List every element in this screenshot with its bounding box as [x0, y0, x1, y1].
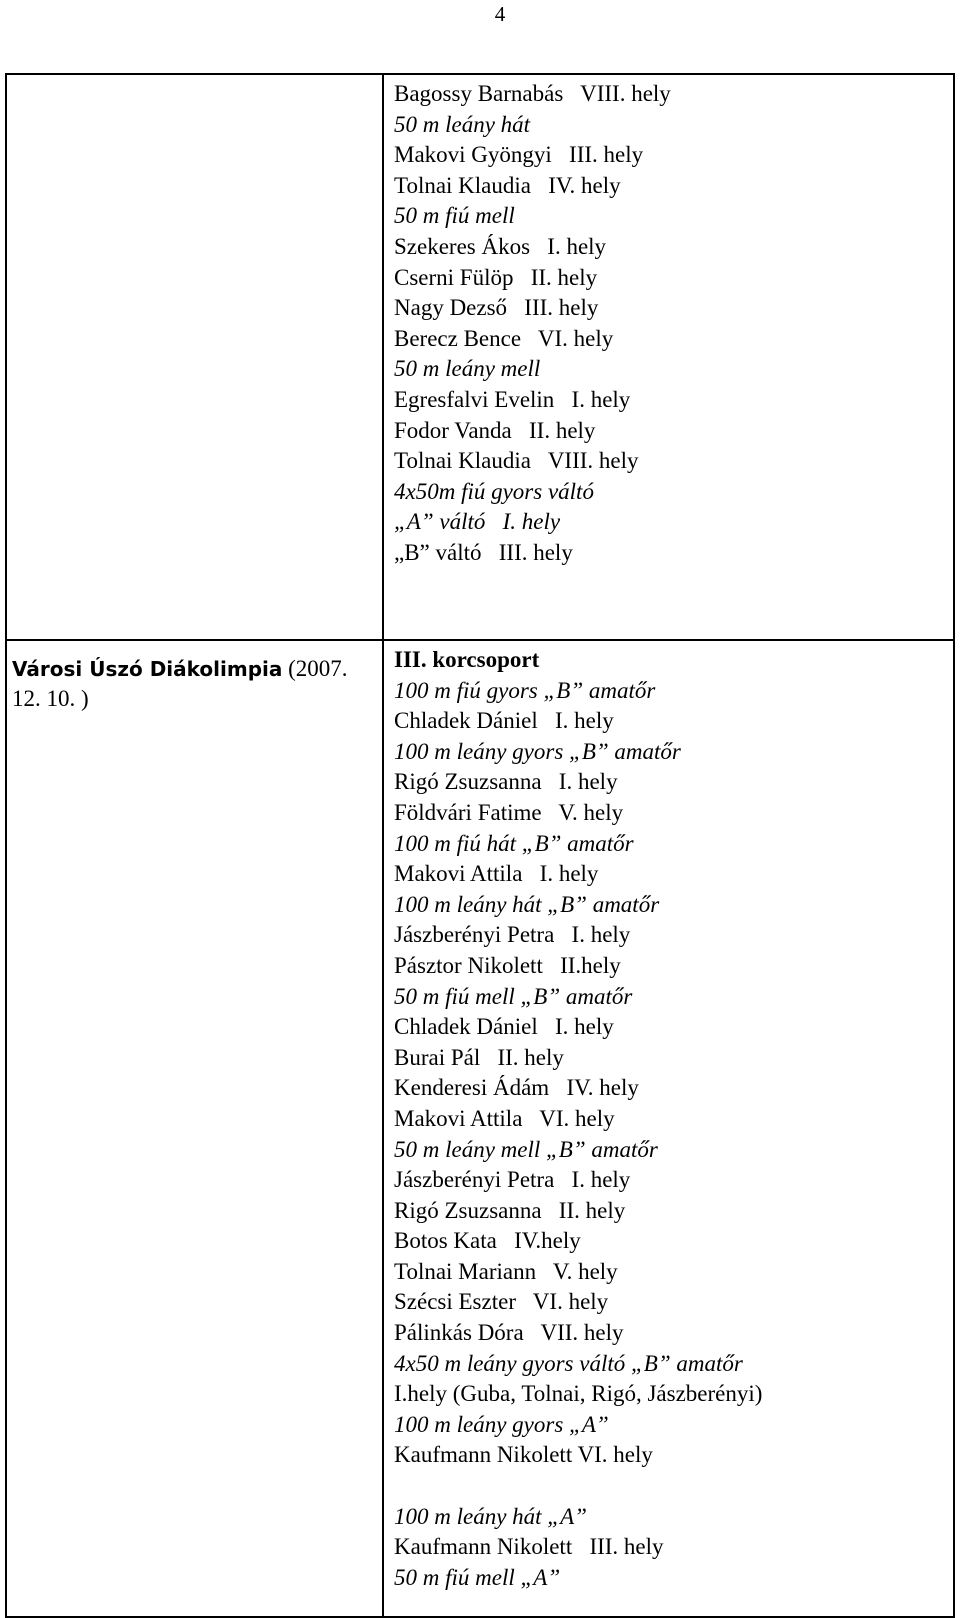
results-cell: [383, 640, 954, 1617]
event-heading: 100 m leány hát „B” amatőr: [394, 891, 660, 917]
results-list: [384, 641, 953, 1593]
event-heading: 50 m leány mell „B” amatőr: [394, 1136, 658, 1162]
event-heading: 100 m fiú hát „B” amatőr: [394, 830, 634, 856]
event-heading: 100 m leány gyors „A”: [394, 1411, 609, 1437]
event-heading: 100 m fiú gyors „B” amatőr: [394, 677, 656, 703]
result-line: Rigó Zsuzsanna II. hely: [394, 1197, 626, 1223]
result-line: Berecz Bence VI. hely: [394, 325, 614, 351]
result-line: Bagossy Barnabás VIII. hely: [394, 81, 671, 106]
result-line: Kaufmann Nikolett VI. hely: [394, 1442, 653, 1468]
event-heading: 50 m leány mell: [394, 356, 541, 382]
event-heading: 50 m leány hát: [394, 111, 531, 137]
results-cell: [383, 74, 954, 640]
table-row: [6, 640, 954, 1617]
result-line: Cserni Fülöp II. hely: [394, 264, 598, 290]
result-line: Burai Pál II. hely: [394, 1044, 564, 1070]
result-line: Fodor Vanda II. hely: [394, 417, 596, 443]
result-line: Tolnai Mariann V. hely: [394, 1258, 618, 1284]
result-line: Pásztor Nikolett II.hely: [394, 952, 621, 978]
result-line: Rigó Zsuzsanna I. hely: [394, 769, 618, 795]
event-cell-empty: [6, 74, 383, 640]
result-line: Tolnai Klaudia VIII. hely: [394, 448, 639, 474]
result-line: Jászberényi Petra I. hely: [394, 922, 631, 948]
results-list: [384, 75, 953, 569]
event-heading: 100 m leány gyors „B” amatőr: [394, 738, 681, 764]
result-line: Kaufmann Nikolett III. hely: [394, 1534, 664, 1560]
result-line: Tolnai Klaudia IV. hely: [394, 172, 621, 198]
result-line: Egresfalvi Evelin I. hely: [394, 386, 631, 412]
result-line: Földvári Fatime V. hely: [394, 799, 624, 825]
page-number: 4: [494, 2, 506, 26]
result-line: I.hely (Guba, Tolnai, Rigó, Jászberényi): [394, 1381, 763, 1407]
event-heading: 50 m fiú mell: [394, 203, 515, 229]
result-line: Pálinkás Dóra VII. hely: [394, 1320, 624, 1346]
result-line: Makovi Attila I. hely: [394, 861, 599, 887]
event-heading: 100 m leány hát „A”: [394, 1503, 587, 1529]
category-heading: III. korcsoport: [394, 647, 540, 672]
event-heading: 50 m fiú mell „B” amatőr: [394, 983, 633, 1009]
event-heading: 50 m fiú mell „A”: [394, 1564, 561, 1590]
result-line: Nagy Dezső III. hely: [394, 295, 599, 321]
result-line: Chladek Dániel I. hely: [394, 1014, 614, 1040]
result-line: Makovi Attila VI. hely: [394, 1105, 615, 1131]
result-line: Chladek Dániel I. hely: [394, 708, 614, 734]
event-info: [7, 641, 382, 714]
blank-line: [394, 1471, 949, 1502]
result-line: Botos Kata IV.hely: [394, 1228, 581, 1254]
result-line: Jászberényi Petra I. hely: [394, 1167, 631, 1193]
result-line: Makovi Gyöngyi III. hely: [394, 142, 644, 168]
result-line: „B” váltó III. hely: [394, 539, 573, 565]
results-table: [5, 73, 955, 1618]
event-heading: 4x50m fiú gyors váltó: [394, 478, 594, 504]
event-cell: [6, 640, 383, 1617]
table-row: [6, 74, 954, 640]
event-heading: 4x50 m leány gyors váltó „B” amatőr: [394, 1350, 743, 1376]
event-heading: „A” váltó I. hely: [394, 509, 561, 535]
result-line: Szekeres Ákos I. hely: [394, 233, 607, 259]
result-line: Kenderesi Ádám IV. hely: [394, 1075, 639, 1101]
event-name: Városi Úszó Diákolimpia: [12, 657, 283, 681]
event-date: (2007. 12. 10. ): [12, 656, 348, 711]
result-line: Szécsi Eszter VI. hely: [394, 1289, 609, 1315]
